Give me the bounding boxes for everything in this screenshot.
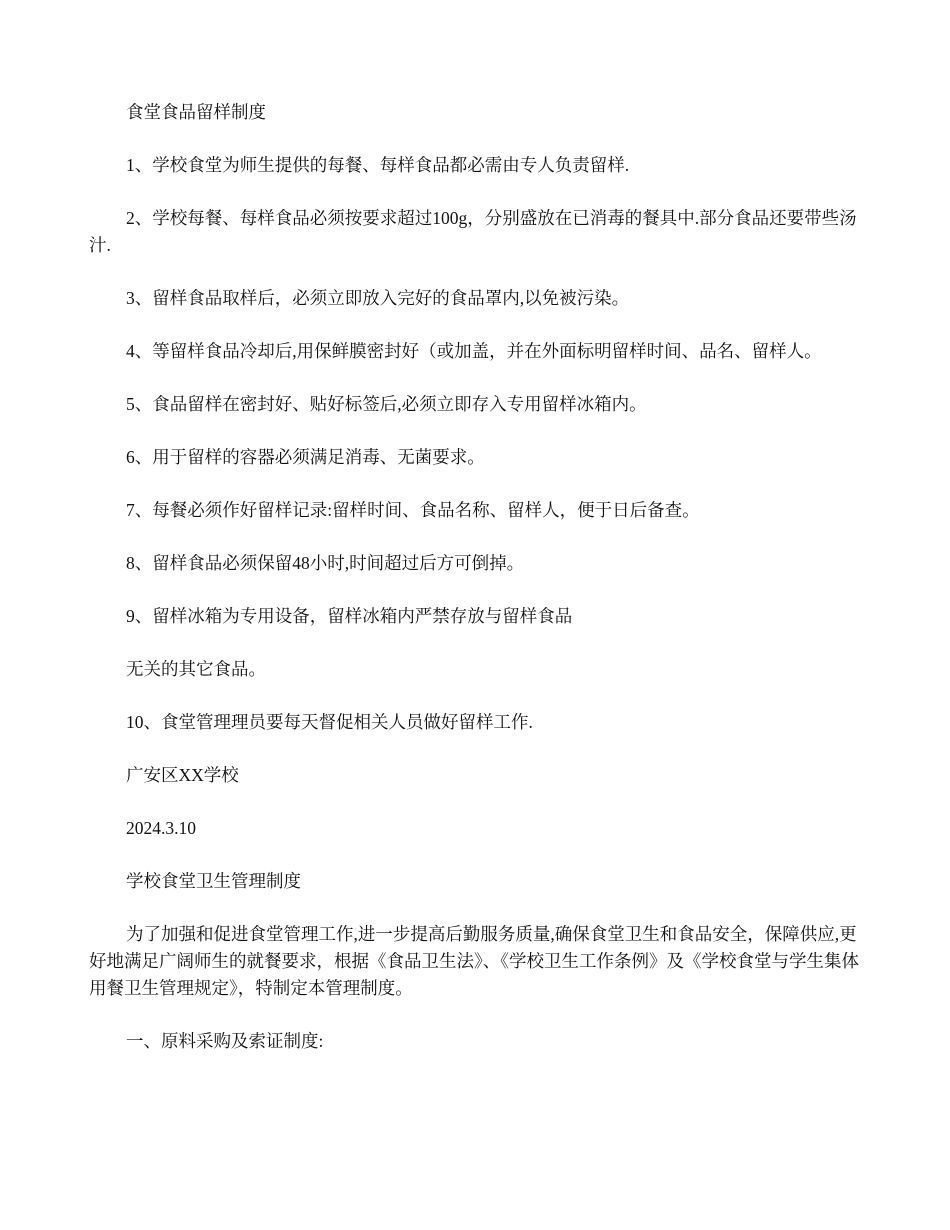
signature-org: 广安区XX学校 — [126, 765, 239, 785]
paragraph: 5、食品留样在密封好、贴好标签后,必须立即存入专用留样冰箱内。 — [126, 394, 647, 414]
paragraph: 10、食堂管理理员要每天督促相关人员做好留样工作. — [126, 712, 533, 732]
paragraph: 4、等留样食品冷却后,用保鲜膜密封好（或加盖，并在外面标明留样时间、品名、留样人。 — [126, 341, 822, 361]
paragraph: 6、用于留样的容器必须满足消毒、无菌要求。 — [126, 447, 485, 467]
section-title: 食堂食品留样制度 — [126, 102, 266, 122]
paragraph: 8、留样食品必须保留48小时,时间超过后方可倒掉。 — [126, 553, 525, 573]
section-title: 学校食堂卫生管理制度 — [126, 871, 301, 891]
signature-date: 2024.3.10 — [126, 818, 196, 838]
paragraph: 为了加强和促进食堂管理工作,进一步提高后勤服务质量,确保食堂卫生和食品安全，保障供应,更好地满足广阔师生的就餐要求，根据《食品卫生法》、《学校卫生工作条例》及《学校食堂与学生集体用餐卫生管理规定》，特制定本管理制度。 — [89, 924, 859, 998]
paragraph: 无关的其它食品。 — [126, 659, 266, 679]
section-heading: 一、原料采购及索证制度: — [126, 1031, 324, 1051]
paragraph: 9、留样冰箱为专用设备，留样冰箱内严禁存放与留样食品 — [126, 606, 573, 626]
paragraph: 2、学校每餐、每样食品必须按要求超过100g，分别盛放在已消毒的餐具中.部分食品还要带些汤汁. — [89, 208, 857, 255]
paragraph: 7、每餐必须作好留样记录:留样时间、食品名称、留样人，便于日后备查。 — [126, 500, 700, 520]
paragraph: 1、学校食堂为师生提供的每餐、每样食品都必需由专人负责留样. — [126, 155, 630, 175]
paragraph: 3、留样食品取样后，必须立即放入完好的食品罩内,以免被污染。 — [126, 288, 630, 308]
document-body — [89, 99, 861, 1081]
